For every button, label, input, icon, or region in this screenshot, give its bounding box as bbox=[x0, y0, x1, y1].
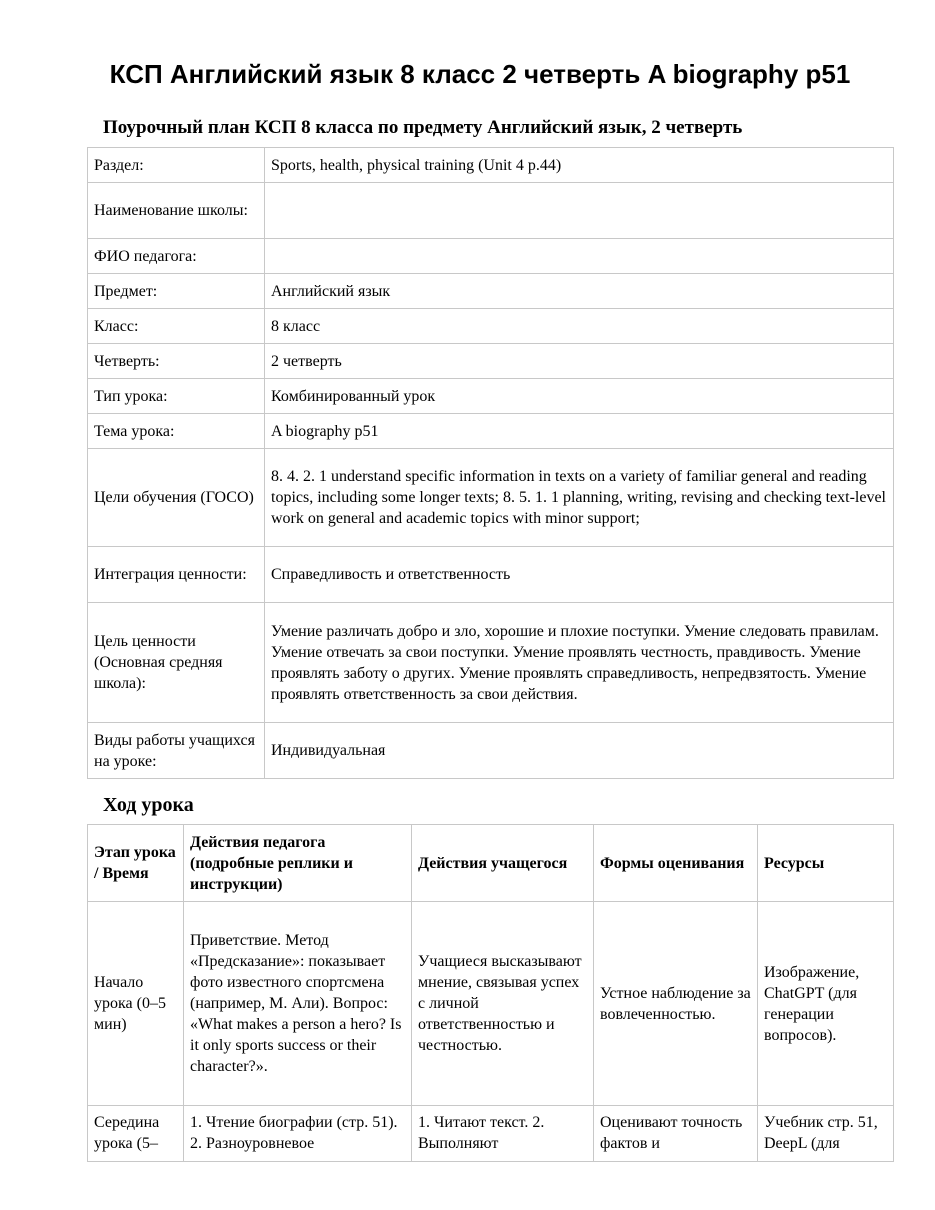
info-key: Наименование школы: bbox=[88, 183, 265, 239]
info-key: ФИО педагога: bbox=[88, 239, 265, 274]
lesson-cell: Оценивают точность фактов и bbox=[594, 1106, 758, 1162]
info-key: Цель ценности (Основная средняя школа): bbox=[88, 603, 265, 723]
lesson-header-cell: Ресурсы bbox=[758, 825, 894, 902]
lesson-header-cell: Действия учащегося bbox=[412, 825, 594, 902]
info-value: Комбинированный урок bbox=[265, 379, 894, 414]
info-row bbox=[88, 723, 894, 779]
lesson-cell: 1. Читают текст. 2. Выполняют bbox=[412, 1106, 594, 1162]
info-value: Справедливость и ответственность bbox=[265, 547, 894, 603]
info-value: A biography p51 bbox=[265, 414, 894, 449]
info-row bbox=[88, 414, 894, 449]
lesson-cell: Приветствие. Метод «Предсказание»: показывает фото известного спортсмена (например, М. Али). Вопрос: «What makes a person a hero? Is it only sports success or their character?». bbox=[184, 902, 412, 1106]
info-row bbox=[88, 309, 894, 344]
lesson-info-table bbox=[87, 147, 894, 779]
info-row bbox=[88, 239, 894, 274]
info-key: Предмет: bbox=[88, 274, 265, 309]
info-value bbox=[265, 239, 894, 274]
info-key: Класс: bbox=[88, 309, 265, 344]
info-key: Виды работы учащихся на уроке: bbox=[88, 723, 265, 779]
info-row bbox=[88, 274, 894, 309]
lesson-flow-table bbox=[87, 824, 894, 1162]
document-title: КСП Английский язык 8 класс 2 четверть A biography p51 bbox=[109, 59, 851, 89]
lesson-cell: 1. Чтение биографии (стр. 51). 2. Разноуровневое bbox=[184, 1106, 412, 1162]
info-value: Английский язык bbox=[265, 274, 894, 309]
lesson-header-row bbox=[88, 825, 894, 902]
lesson-row bbox=[88, 902, 894, 1106]
lesson-cell: Середина урока (5– bbox=[88, 1106, 184, 1162]
info-value: 8 класс bbox=[265, 309, 894, 344]
info-value: Умение различать добро и зло, хорошие и плохие поступки. Умение следовать правилам. Умение отвечать за свои поступки. Умение проявлять честность, правдивость. Умение проявлять заботу о других. Умение проявлять справедливость, непредвзятость. Умение проявлять ответственность за свои действия. bbox=[265, 603, 894, 723]
lesson-header-cell: Действия педагога (подробные реплики и инструкции) bbox=[184, 825, 412, 902]
info-row bbox=[88, 603, 894, 723]
info-row bbox=[88, 449, 894, 547]
info-row bbox=[88, 547, 894, 603]
lesson-cell: Изображение, ChatGPT (для генерации вопросов). bbox=[758, 902, 894, 1106]
info-value: 2 четверть bbox=[265, 344, 894, 379]
info-key: Четверть: bbox=[88, 344, 265, 379]
lesson-header-cell: Этап урока / Время bbox=[88, 825, 184, 902]
info-row bbox=[88, 148, 894, 183]
lesson-cell: Начало урока (0–5 мин) bbox=[88, 902, 184, 1106]
section-title: Ход урока bbox=[103, 794, 194, 816]
info-key: Тема урока: bbox=[88, 414, 265, 449]
lesson-cell: Устное наблюдение за вовлеченностью. bbox=[594, 902, 758, 1106]
lesson-row bbox=[88, 1106, 894, 1162]
lesson-header-cell: Формы оценивания bbox=[594, 825, 758, 902]
info-key: Раздел: bbox=[88, 148, 265, 183]
plan-subtitle: Поурочный план КСП 8 класса по предмету Английский язык, 2 четверть bbox=[103, 117, 743, 138]
info-key: Тип урока: bbox=[88, 379, 265, 414]
info-value bbox=[265, 183, 894, 239]
info-value: 8. 4. 2. 1 understand specific information in texts on a variety of familiar general and reading topics, including some longer texts; 8. 5. 1. 1 planning, writing, revising and checking text-level work on general and academic topics with minor support; bbox=[265, 449, 894, 547]
info-row bbox=[88, 379, 894, 414]
lesson-cell: Учащиеся высказывают мнение, связывая успех с личной ответственностью и честностью. bbox=[412, 902, 594, 1106]
info-row bbox=[88, 344, 894, 379]
info-value: Sports, health, physical training (Unit 4 p.44) bbox=[265, 148, 894, 183]
info-key: Интеграция ценности: bbox=[88, 547, 265, 603]
lesson-cell: Учебник стр. 51, DeepL (для bbox=[758, 1106, 894, 1162]
info-key: Цели обучения (ГОСО) bbox=[88, 449, 265, 547]
info-row bbox=[88, 183, 894, 239]
info-value: Индивидуальная bbox=[265, 723, 894, 779]
